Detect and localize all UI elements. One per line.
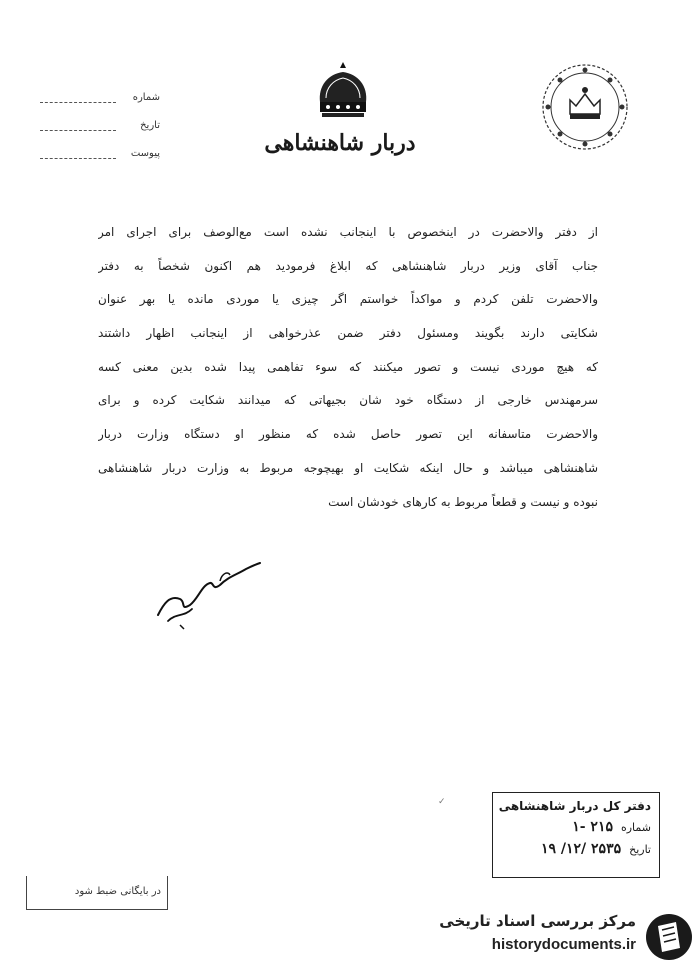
stamp-title: دفتر کل دربار شاهنشاهی (498, 799, 651, 813)
meta-attachment-label: پیوست (130, 148, 160, 159)
body-line: جناب آقای وزیر دربار شاهنشاهی که ابلاغ فرمودید هم اکنون شخصاً به دفتر (98, 258, 598, 273)
meta-number-label: شماره (132, 92, 160, 103)
stamp-number-value: ۲۱۵ -۱ (572, 819, 613, 835)
meta-date-label: تاریخ (140, 120, 160, 131)
meta-attachment-row (40, 148, 160, 166)
watermark-title: مرکز بررسی اسناد تاریخی (439, 912, 636, 930)
meta-number-row (40, 92, 160, 110)
archive-note: در بایگانی ضبط شود (26, 876, 168, 910)
watermark-url: historydocuments.ir (491, 936, 636, 953)
small-mark: ✓ (438, 797, 446, 807)
letter-body (98, 222, 598, 525)
crown-icon (308, 58, 378, 128)
stamp-number-row (501, 819, 651, 835)
court-title: دربار شاهنشاهی (264, 130, 416, 156)
body-line: از دفتر والاحضرت در اینخصوص با اینجانب نشده است مع‌الوصف برای اجرای امر (98, 225, 598, 239)
body-line: والاحضرت متاسفانه این تصور حاصل شده که منظور او دستگاه وزارت دربار (98, 427, 598, 442)
watermark (410, 906, 700, 968)
registration-stamp (492, 792, 660, 878)
imperial-seal-icon (540, 62, 630, 152)
handwritten-signature (150, 555, 270, 635)
meta-date-row (40, 120, 160, 138)
stamp-number-label: شماره (620, 820, 651, 834)
stamp-date-label: تاریخ (629, 842, 651, 856)
body-line: سرمهندس خارجی از دستگاه خود شان بجیهاتی که میدانند شکایت کرده و برای (98, 393, 598, 408)
body-line: که هیچ موردی نیست و تصور میکنند که سوء تفاهمی پیدا شده بدین معنی کسه (98, 359, 598, 374)
body-line: والاحضرت تلفن کردم و مواکداً خواستم اگر چیزی یا موردی مانده یا بهر عنوان (98, 292, 598, 307)
stamp-date-row (501, 841, 651, 857)
body-line: شکایتی دارند بگویند ومسئول دفتر ضمن عذرخواهی از اینجانب اظهار داشتند (98, 326, 598, 341)
archive-logo-icon (644, 912, 694, 962)
stamp-date-value: ۲۵۳۵ /۱۲/ ۱۹ (540, 841, 622, 857)
body-line: شاهنشاهی میباشد و حال اینکه شکایت او بهیچوجه مربوط به وزارت دربار شاهنشاهی (98, 460, 598, 475)
body-line: نبوده و نیست و قطعاً مربوط به کارهای خودشان است (328, 494, 598, 509)
